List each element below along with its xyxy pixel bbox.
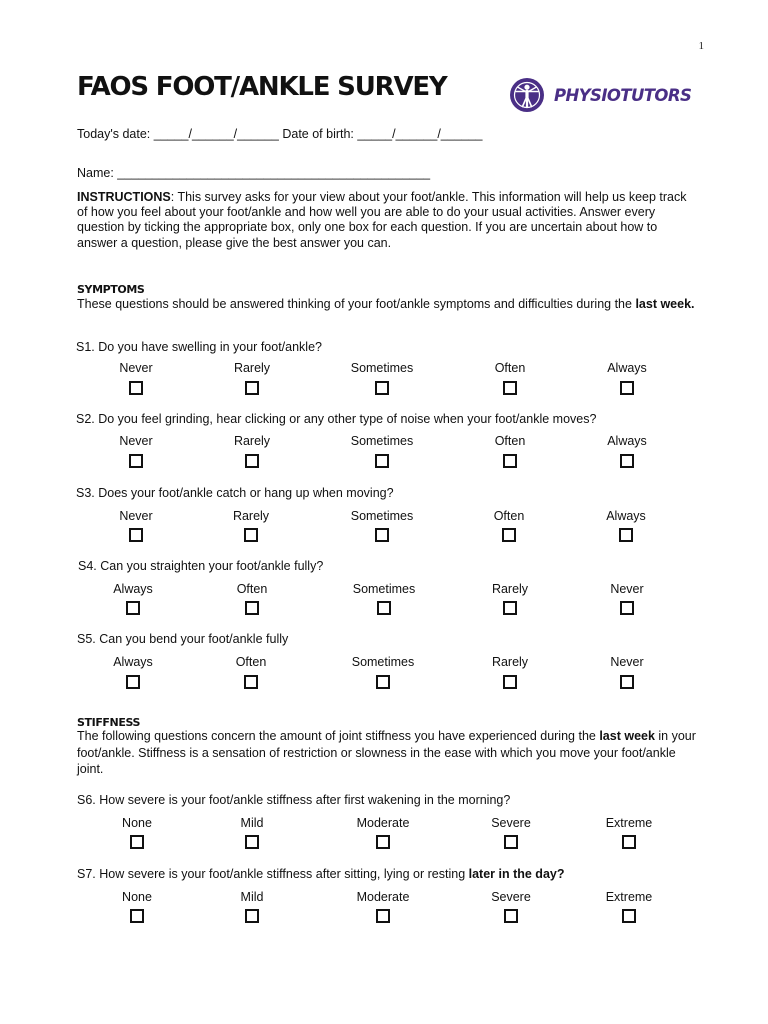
symptoms-q5-question: S5. Can you bend your foot/ankle fully [77, 632, 289, 646]
symptoms-q2-checkbox[interactable] [245, 454, 259, 468]
symptoms-q1-checkbox[interactable] [245, 381, 259, 395]
symptoms-q4-checkbox[interactable] [503, 601, 517, 615]
symptoms-q2-option-label: Always [607, 434, 647, 448]
logo-text: PHYSIOTUTORS [554, 85, 692, 105]
symptoms-q3-option-label: Sometimes [350, 509, 414, 523]
stiffness-intro-emphasis: last week [599, 729, 655, 743]
symptoms-intro [77, 296, 697, 313]
symptoms-q3-option-label: Always [606, 509, 646, 523]
stiffness-q1-checkbox[interactable] [245, 835, 259, 849]
date-field[interactable]: Today's date: _____/______/______ Date of birth: _____/______/______ [77, 127, 483, 141]
symptoms-intro-text: These questions should be answered thinking of your foot/ankle symptoms and difficulties during the [77, 297, 636, 311]
symptoms-q5-text [77, 632, 288, 646]
stiffness-q1-checkbox[interactable] [622, 835, 636, 849]
name-field[interactable]: Name: _____________________________________________ [77, 166, 431, 180]
page-number: 1 [698, 40, 704, 52]
symptoms-q2-checkbox[interactable] [503, 454, 517, 468]
symptoms-q4-checkbox[interactable] [245, 601, 259, 615]
stiffness-q1-option-label: Severe [491, 816, 531, 830]
symptoms-q1-option-label: Often [494, 361, 526, 375]
symptoms-q4-option-label: Sometimes [352, 582, 416, 596]
symptoms-q5-checkbox[interactable] [244, 675, 258, 689]
symptoms-q4-option-label: Rarely [491, 582, 529, 596]
symptoms-q5-checkbox[interactable] [620, 675, 634, 689]
symptoms-q4-option-label: Never [610, 582, 644, 596]
stiffness-q1-option-label: Moderate [356, 816, 410, 830]
stiffness-q2-option-label: Mild [240, 890, 264, 904]
stiffness-q2-option-label: Moderate [356, 890, 410, 904]
symptoms-q1-checkbox[interactable] [620, 381, 634, 395]
symptoms-q3-checkbox[interactable] [375, 528, 389, 542]
symptoms-q5-option-label: Always [113, 655, 153, 669]
symptoms-q3-checkbox[interactable] [129, 528, 143, 542]
symptoms-q5-checkbox[interactable] [126, 675, 140, 689]
symptoms-q1-option-label: Rarely [233, 361, 271, 375]
instructions-label: INSTRUCTIONS [77, 190, 171, 204]
symptoms-q3-text [76, 486, 394, 500]
symptoms-q3-option-label: Rarely [232, 509, 270, 523]
vitruvian-man-icon [510, 78, 544, 112]
stiffness-q2-option-label: None [122, 890, 152, 904]
symptoms-q3-option-label: Often [493, 509, 525, 523]
symptoms-q4-option-label: Often [236, 582, 268, 596]
stiffness-q2-question-emphasis: later in the day? [468, 867, 565, 881]
stiffness-intro [77, 728, 697, 778]
symptoms-heading: SYMPTOMS [77, 283, 145, 296]
stiffness-q2-checkbox[interactable] [504, 909, 518, 923]
stiffness-q2-checkbox[interactable] [376, 909, 390, 923]
stiffness-q1-text [77, 793, 510, 807]
symptoms-q5-option-label: Rarely [491, 655, 529, 669]
symptoms-q4-checkbox[interactable] [620, 601, 634, 615]
symptoms-q1-option-label: Always [607, 361, 647, 375]
symptoms-q3-checkbox[interactable] [619, 528, 633, 542]
symptoms-q5-option-label: Never [610, 655, 644, 669]
logo [510, 78, 691, 112]
stiffness-q1-checkbox[interactable] [504, 835, 518, 849]
symptoms-q3-option-label: Never [119, 509, 153, 523]
symptoms-q2-option-label: Sometimes [350, 434, 414, 448]
stiffness-q2-option-label: Severe [491, 890, 531, 904]
symptoms-q5-option-label: Sometimes [351, 655, 415, 669]
stiffness-q2-checkbox[interactable] [130, 909, 144, 923]
symptoms-q4-text [78, 559, 323, 573]
symptoms-q1-question: S1. Do you have swelling in your foot/ankle? [76, 340, 322, 354]
symptoms-q3-checkbox[interactable] [502, 528, 516, 542]
stiffness-q2-text [77, 867, 564, 881]
symptoms-q1-checkbox[interactable] [375, 381, 389, 395]
symptoms-q4-option-label: Always [113, 582, 153, 596]
symptoms-q2-option-label: Rarely [233, 434, 271, 448]
symptoms-q4-question: S4. Can you straighten your foot/ankle fully? [78, 559, 324, 573]
stiffness-intro-text: The following questions concern the amount of joint stiffness you have experienced during the [77, 729, 600, 743]
symptoms-q1-text [76, 340, 322, 354]
instructions [77, 190, 697, 251]
symptoms-q5-checkbox[interactable] [376, 675, 390, 689]
symptoms-q2-checkbox[interactable] [375, 454, 389, 468]
symptoms-q2-option-label: Often [494, 434, 526, 448]
stiffness-q2-option-label: Extreme [605, 890, 653, 904]
symptoms-q1-checkbox[interactable] [129, 381, 143, 395]
symptoms-q3-question: S3. Does your foot/ankle catch or hang up when moving? [76, 486, 394, 500]
symptoms-q5-option-label: Often [235, 655, 267, 669]
symptoms-q1-option-label: Never [119, 361, 153, 375]
symptoms-q2-checkbox[interactable] [620, 454, 634, 468]
symptoms-q3-checkbox[interactable] [244, 528, 258, 542]
stiffness-heading: STIFFNESS [77, 716, 141, 729]
symptoms-q4-checkbox[interactable] [126, 601, 140, 615]
stiffness-q1-option-label: None [122, 816, 152, 830]
symptoms-q2-text [76, 412, 596, 426]
stiffness-q1-option-label: Mild [240, 816, 264, 830]
stiffness-q1-option-label: Extreme [605, 816, 653, 830]
stiffness-q2-checkbox[interactable] [245, 909, 259, 923]
page-title: FAOS FOOT/ANKLE SURVEY [77, 72, 447, 102]
symptoms-q4-checkbox[interactable] [377, 601, 391, 615]
stiffness-intro-text-continued: in your foot/ankle. Stiffness is a sensation of restriction or slowness in the ease with which you move your foot/ankle joint. [77, 729, 696, 776]
symptoms-q5-checkbox[interactable] [503, 675, 517, 689]
symptoms-intro-emphasis: last week. [635, 297, 695, 311]
stiffness-q1-question: S6. How severe is your foot/ankle stiffness after first wakening in the morning? [77, 793, 511, 807]
stiffness-q1-checkbox[interactable] [376, 835, 390, 849]
symptoms-q1-option-label: Sometimes [350, 361, 414, 375]
instructions-text: : This survey asks for your view about your foot/ankle. This information will help us keep track of how you feel about your foot/ankle and how well you are able to do your usual activities. Answer every question by ticking the appropriate box, only one box for each question. If you are uncertain about how to answer a question, please give the best answer you can. [77, 190, 687, 250]
symptoms-q1-checkbox[interactable] [503, 381, 517, 395]
symptoms-q2-checkbox[interactable] [129, 454, 143, 468]
symptoms-q2-option-label: Never [119, 434, 153, 448]
stiffness-q2-question: S7. How severe is your foot/ankle stiffness after sitting, lying or resting [77, 867, 469, 881]
stiffness-q1-checkbox[interactable] [130, 835, 144, 849]
stiffness-q2-checkbox[interactable] [622, 909, 636, 923]
symptoms-q2-question: S2. Do you feel grinding, hear clicking or any other type of noise when your foot/ankle moves? [76, 412, 597, 426]
